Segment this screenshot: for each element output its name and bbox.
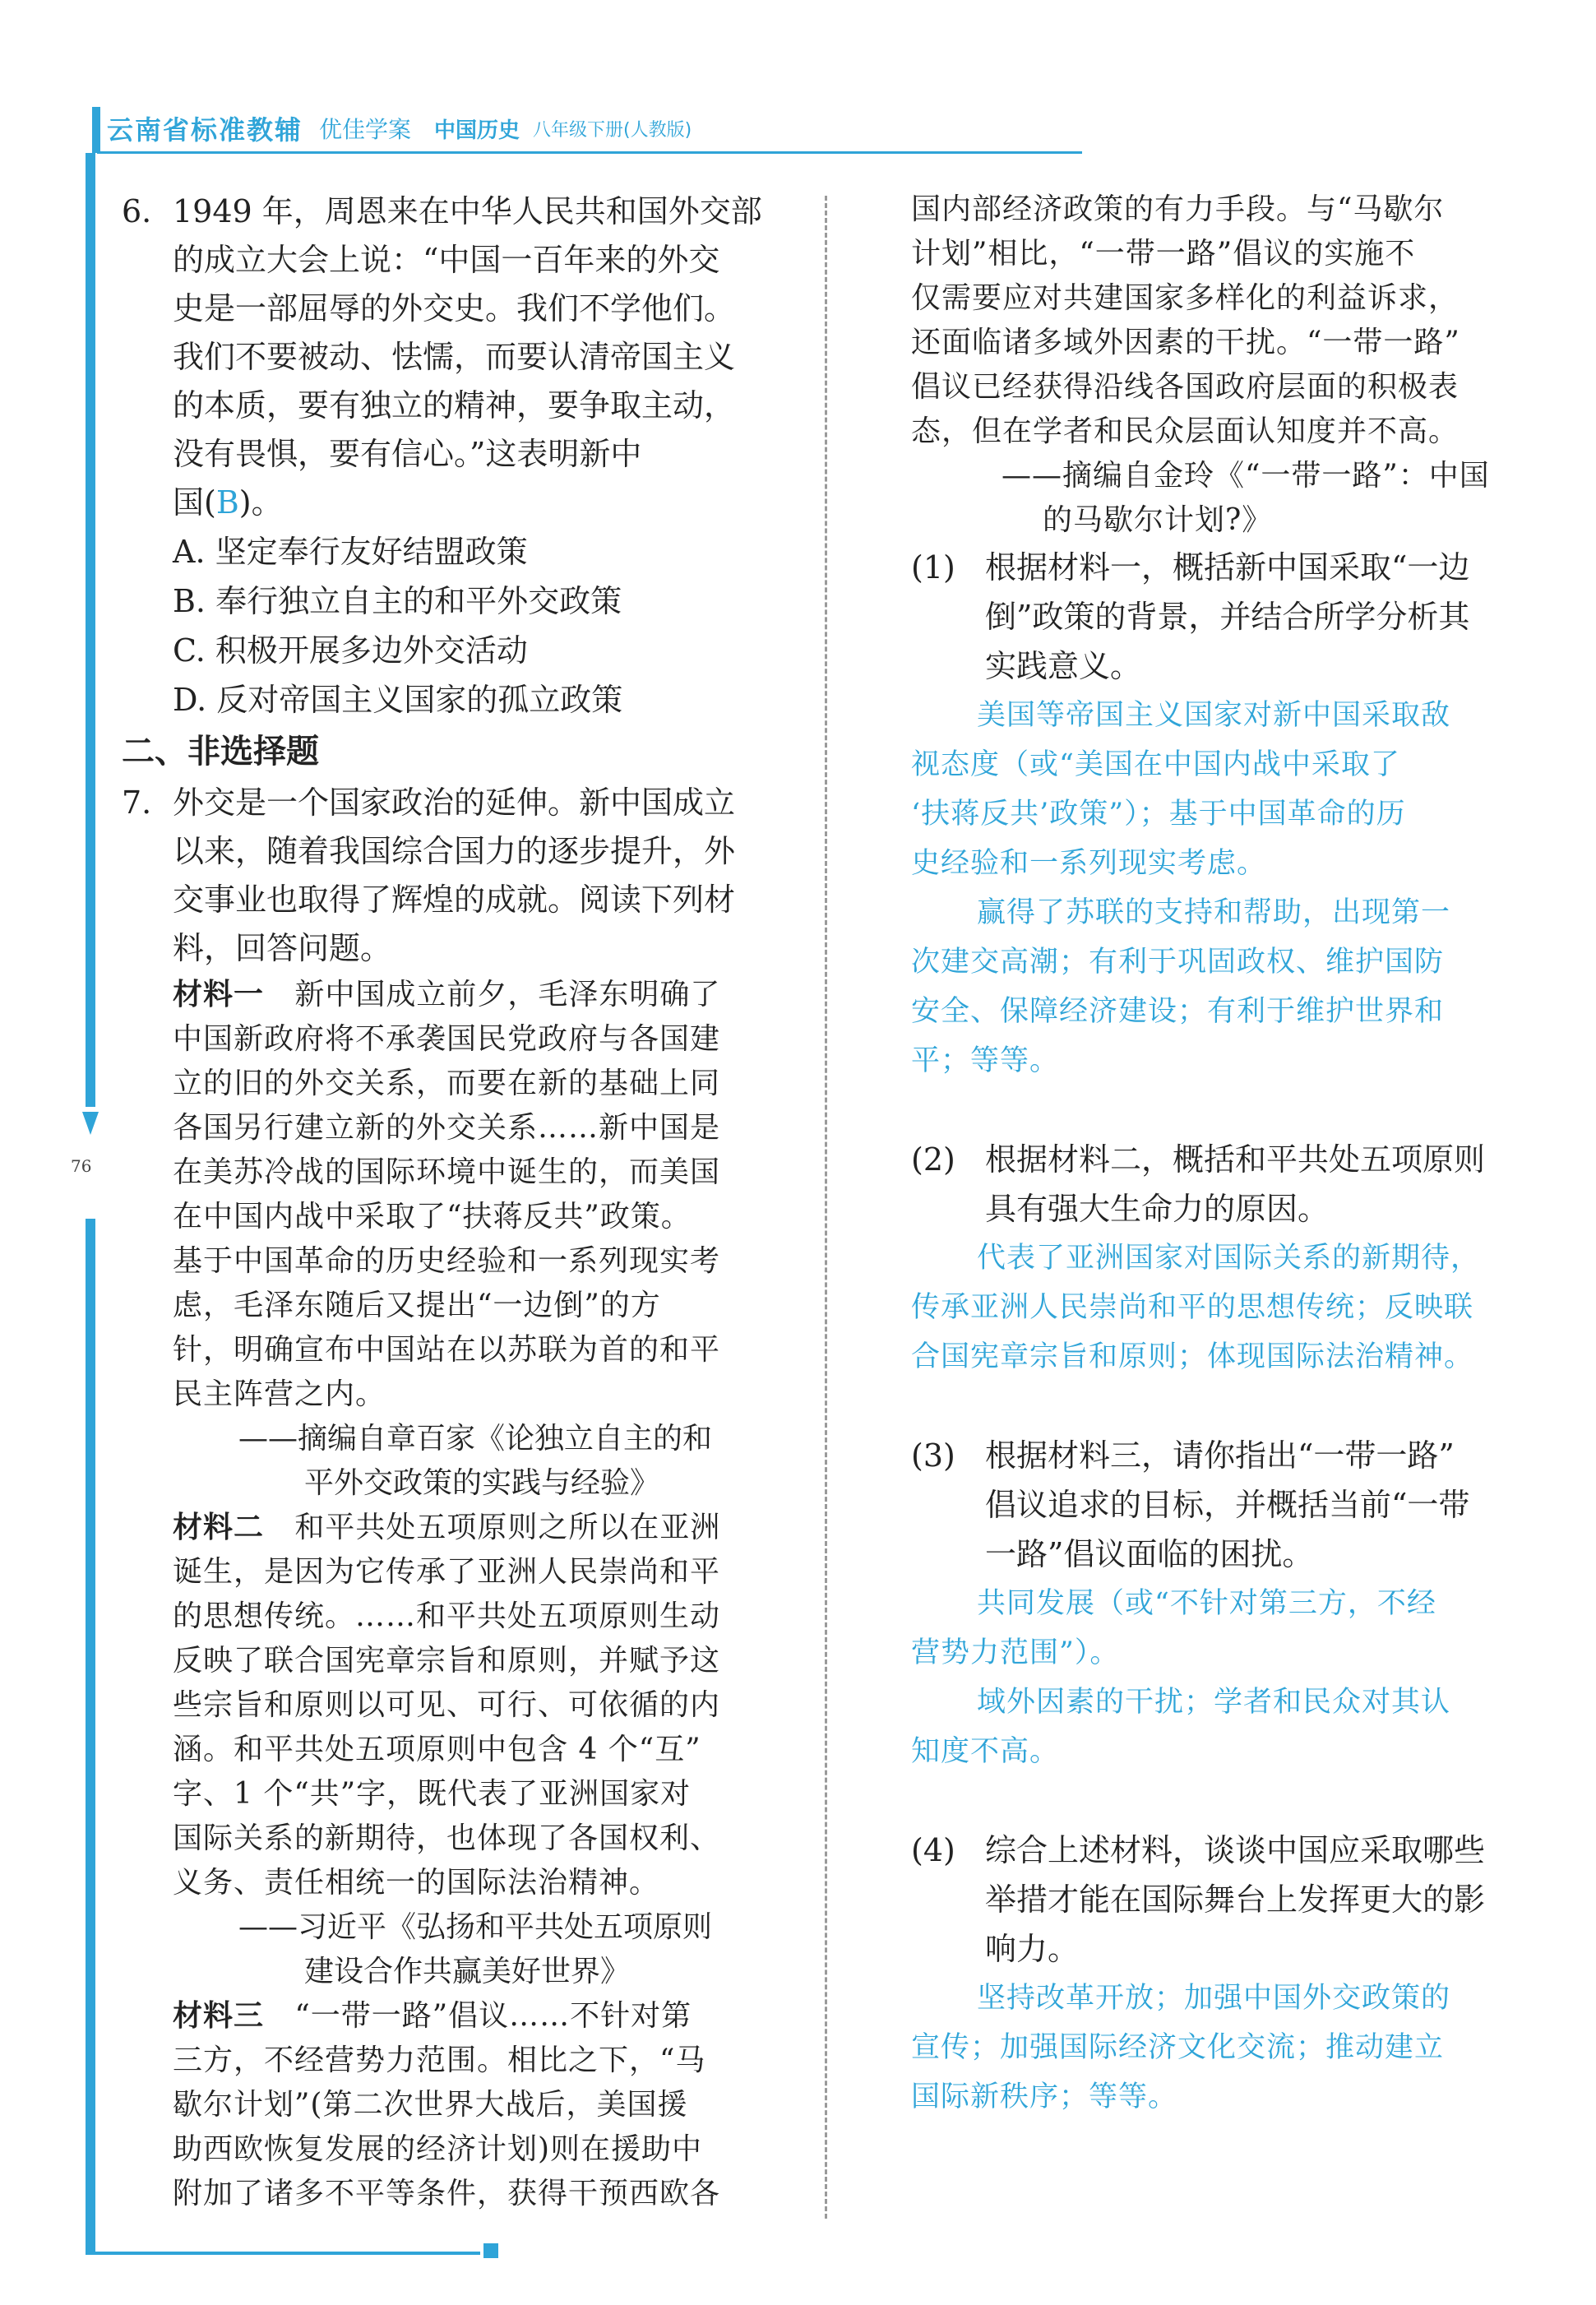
material-source: 建设合作共赢美好世界》 [304, 1955, 631, 1988]
answer-space [911, 1085, 1529, 1135]
answer-line: 视态度（或“美国在中国内战中采取了 [911, 748, 1400, 781]
side-bar-top [86, 153, 95, 1107]
material-line: 还面临诸多域外因素的干扰。“一带一路” [911, 326, 1460, 359]
material-line: 在中国内战中采取了“扶蒋反共”政策。 [173, 1200, 692, 1233]
answer-line: 赢得了苏联的支持和帮助，出现第一 [977, 896, 1451, 929]
section-title: 二、非选择题 [122, 733, 319, 771]
q6-answer: B [215, 484, 239, 521]
material-line: 歇尔计划”(第二次世界大战后，美国援 [173, 2088, 688, 2122]
material-label: 材料三 [173, 1999, 265, 2033]
option-b: B. 奉行独立自主的和平外交政策 [173, 583, 622, 619]
subquestion-line: 倒”政策的背景，并结合所学分析其 [985, 599, 1470, 635]
subquestion-line: 举措才能在国际舞台上发挥更大的影 [985, 1881, 1486, 1918]
material-line: 中国新政府将不承袭国民党政府与各国建 [173, 1022, 721, 1056]
footer-rule [86, 2252, 480, 2255]
material-line: 立的旧的外交关系，而要在新的基础上同 [173, 1067, 721, 1100]
answer-line: 合国宪章宗旨和原则；体现国际法治精神。 [911, 1340, 1474, 1373]
q7-line: 7. 外交是一个国家政治的延伸。新中国成立 [122, 779, 796, 827]
material-3 [122, 1994, 796, 2216]
material-line: 些宗旨和原则以可见、可行、可依循的内 [173, 1688, 721, 1722]
material-line: 在美苏冷战的国际环境中诞生的，而美国 [173, 1155, 721, 1189]
answer-line: 营势力范围”）。 [911, 1636, 1120, 1669]
answer-line: ‘扶蒋反共’政策”）；基于中国革命的历 [911, 798, 1406, 831]
header-tab-mark [92, 107, 100, 153]
grade-label: 八年级下册(人教版) [533, 119, 692, 141]
material-line: 国际关系的新期待，也体现了各国权利、 [173, 1821, 721, 1855]
subquestion-line: 实践意义。 [985, 648, 1142, 684]
answer-line: 次建交高潮；有利于巩固政权、维护国防 [911, 946, 1445, 979]
material-source: 的马歇尔计划?》 [1043, 503, 1273, 537]
subquestion-4 [911, 1826, 1529, 2122]
subquestion-line: (4) 综合上述材料，谈谈中国应采取哪些 [911, 1826, 1529, 1875]
answer-line: 代表了亚洲国家对国际关系的新期待， [977, 1242, 1481, 1275]
q6-line: 我们不要被动、怯懦，而要认清帝国主义 [173, 339, 736, 375]
material-line: 材料一 新中国成立前夕，毛泽东明确了 [173, 978, 721, 1011]
answer-line: 宣传；加强国际经济文化交流；推动建立 [911, 2031, 1445, 2064]
subquestion-line: (1) 根据材料一，概括新中国采取“一边 [911, 543, 1529, 592]
material-line: 针，明确宣布中国站在以苏联为首的和平 [173, 1333, 721, 1367]
material-line: 诞生，是因为它传承了亚洲人民崇尚和平 [173, 1555, 721, 1589]
material-line: 各国另行建立新的外交关系……新中国是 [173, 1111, 721, 1145]
q7-number: 7. [122, 785, 152, 821]
material-line: 反映了联合国宪章宗旨和原则，并赋予这 [173, 1644, 721, 1678]
column-divider [825, 196, 827, 2219]
material-line: 计划”相比，“一带一路”倡议的实施不 [911, 237, 1416, 271]
series-title: 优佳学案 [319, 116, 412, 143]
q6-line: 6. 1949 年，周恩来在中华人民共和国外交部 [122, 187, 796, 236]
q7-line: 以来，随着我国综合国力的逐步提升，外 [173, 833, 736, 869]
side-bar-bottom [86, 1219, 95, 2255]
answer-line: 域外因素的干扰；学者和民众对其认 [977, 1686, 1451, 1719]
q6-line: 没有畏惧，要有信心。”这表明新中 [173, 436, 642, 472]
subquestion-2 [911, 1135, 1529, 1382]
answer-space [911, 1382, 1529, 1431]
subquestion-number: (4) [911, 1832, 955, 1868]
question-6 [122, 187, 796, 724]
material-1 [122, 973, 796, 1506]
subquestion-line: 具有强大生命力的原因。 [985, 1191, 1330, 1227]
subquestion-line: 倡议追求的目标，并概括当前“一带 [985, 1487, 1470, 1523]
q6-line: 国(B)。 [173, 484, 283, 521]
q6-line: 的成立大会上说：“中国一百年来的外交 [173, 242, 720, 278]
side-bar-marker [82, 1112, 99, 1135]
header-rule [97, 151, 1082, 154]
answer-line: 共同发展（或“不针对第三方，不经 [977, 1587, 1436, 1620]
material-3-continued [911, 187, 1529, 543]
material-line: 附加了诸多不平等条件，获得干预西欧各 [173, 2177, 721, 2210]
material-line: 字、1 个“共”字，既代表了亚洲国家对 [173, 1777, 692, 1811]
left-column [122, 187, 796, 2216]
answer-line: 美国等帝国主义国家对新中国采取敌 [977, 699, 1451, 732]
subquestion-line: (3) 根据材料三，请你指出“一带一路” [911, 1431, 1529, 1480]
material-2 [122, 1506, 796, 1994]
answer-line: 安全、保障经济建设；有利于维护世界和 [911, 995, 1445, 1028]
material-line: 倡议已经获得沿线各国政府层面的积极表 [911, 370, 1460, 404]
answer-line: 史经验和一系列现实考虑。 [911, 847, 1267, 880]
q6-line: 史是一部屈辱的外交史。我们不学他们。 [173, 290, 736, 326]
material-source: 平外交政策的实践与经验》 [304, 1466, 660, 1500]
answer-space [911, 1776, 1529, 1826]
material-line: 的思想传统。……和平共处五项原则生动 [173, 1599, 721, 1633]
material-line: 民主阵营之内。 [173, 1377, 386, 1411]
material-line: 义务、责任相统一的国际法治精神。 [173, 1866, 660, 1900]
subquestion-1 [911, 543, 1529, 1085]
material-source: ——摘编自章百家《论独立自主的和 [238, 1422, 713, 1456]
material-line: 涵。和平共处五项原则中包含 4 个“互” [173, 1733, 701, 1766]
subquestion-3 [911, 1431, 1529, 1776]
subquestion-line: (2) 根据材料二，概括和平共处五项原则 [911, 1135, 1529, 1184]
answer-line: 知度不高。 [911, 1735, 1060, 1768]
subquestion-number: (3) [911, 1437, 955, 1474]
material-label: 材料一 [173, 978, 265, 1011]
material-source: ——习近平《弘扬和平共处五项原则 [238, 1910, 713, 1944]
brand-title: 云南省标准教辅 [107, 114, 303, 146]
material-line: 材料三 “一带一路”倡议……不针对第 [173, 1999, 692, 2033]
option-c: C. 积极开展多边外交活动 [173, 632, 528, 669]
option-d: D. 反对帝国主义国家的孤立政策 [173, 682, 623, 718]
material-source: ——摘编自金玲《“一带一路”：中国 [1002, 459, 1490, 493]
answer-line: 国际新秩序；等等。 [911, 2081, 1178, 2113]
subject-title: 中国历史 [434, 118, 520, 143]
footer-square [483, 2243, 498, 2258]
material-line: 基于中国革命的历史经验和一系列现实考 [173, 1244, 721, 1278]
question-7 [122, 779, 796, 2216]
q6-line: 的本质，要有独立的精神，要争取主动， [173, 387, 736, 424]
material-line: 国内部经济政策的有力手段。与“马歇尔 [911, 192, 1445, 226]
option-a: A. 坚定奉行友好结盟政策 [173, 534, 528, 570]
material-line: 三方，不经营势力范围。相比之下，“马 [173, 2043, 706, 2077]
material-line: 态，但在学者和民众层面认知度并不高。 [911, 414, 1460, 448]
material-label: 材料二 [173, 1511, 265, 1544]
subquestion-line: 响力。 [985, 1931, 1080, 1967]
material-line: 助西欧恢复发展的经济计划)则在援助中 [173, 2132, 703, 2166]
q7-line: 交事业也取得了辉煌的成就。阅读下列材 [173, 882, 736, 918]
subquestion-number: (2) [911, 1141, 955, 1178]
q6-number: 6. [122, 193, 152, 229]
answer-line: 平；等等。 [911, 1044, 1060, 1077]
subquestion-number: (1) [911, 549, 955, 586]
right-column [911, 187, 1529, 2122]
material-line: 仅需要应对共建国家多样化的利益诉求， [911, 281, 1460, 315]
q7-line: 料，回答问题。 [173, 930, 392, 966]
answer-line: 坚持改革开放；加强中国外交政策的 [977, 1982, 1451, 2015]
subquestion-line: 一路”倡议面临的困扰。 [985, 1536, 1314, 1572]
answer-line: 传承亚洲人民崇尚和平的思想传统；反映联 [911, 1291, 1474, 1324]
material-line: 虑，毛泽东随后又提出“一边倒”的方 [173, 1289, 661, 1322]
material-line: 材料二 和平共处五项原则之所以在亚洲 [173, 1511, 721, 1544]
page-header [107, 105, 692, 151]
page-number: 76 [71, 1156, 92, 1176]
